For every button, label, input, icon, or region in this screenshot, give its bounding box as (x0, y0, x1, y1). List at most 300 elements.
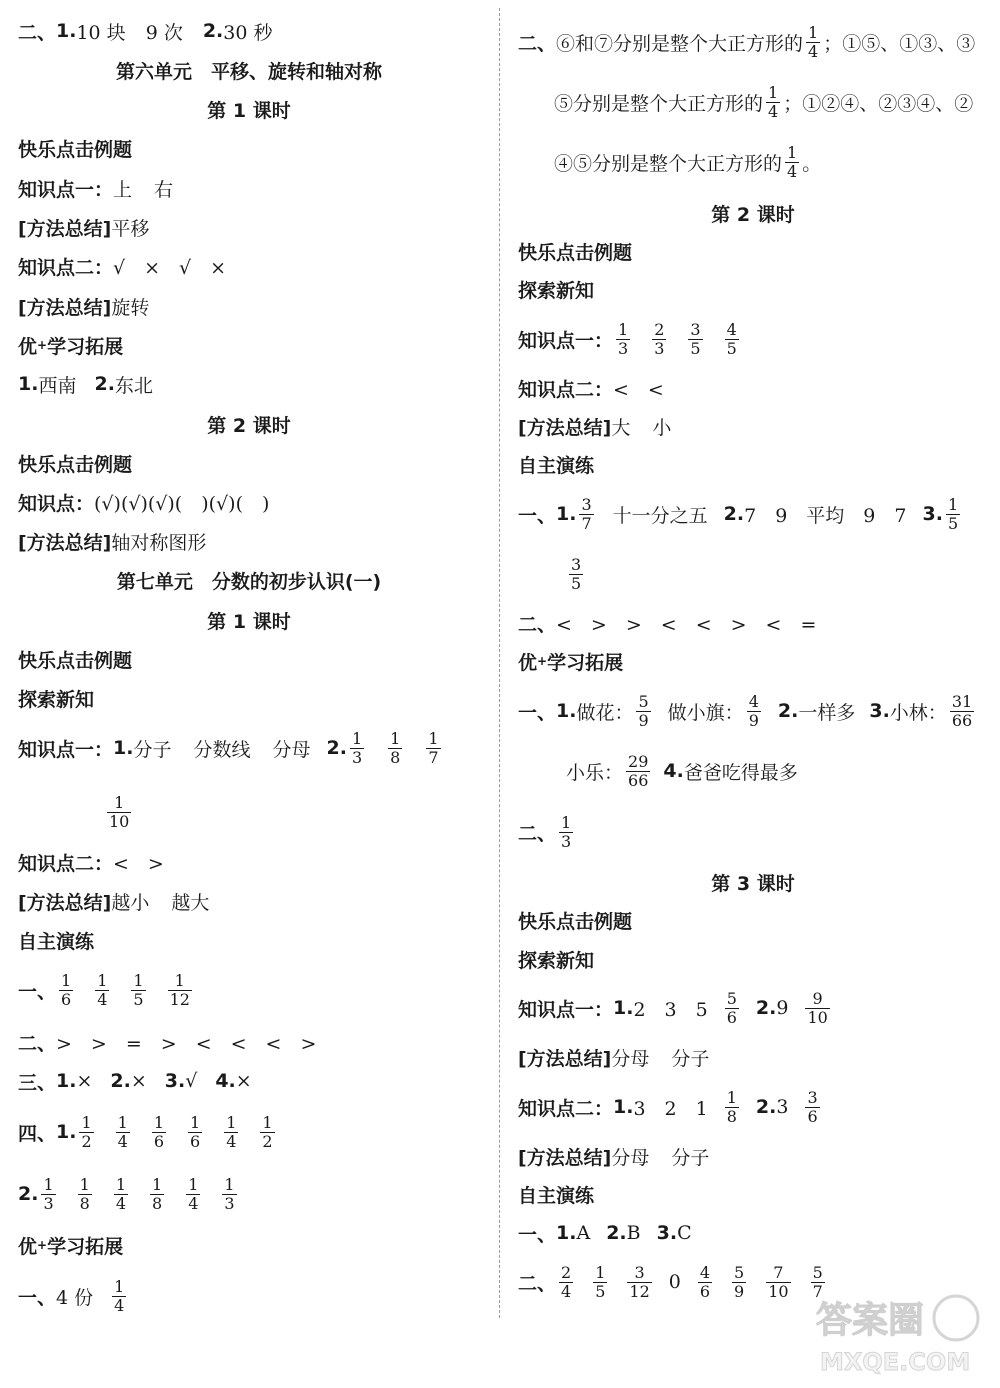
superscript: + (37, 338, 48, 352)
denominator: 5 (726, 338, 737, 358)
answer-text: 0 (668, 1271, 681, 1293)
answer-text: 分数线 (193, 738, 251, 761)
item-number: 1. (113, 737, 134, 759)
item-number: 3. (922, 503, 943, 525)
answer-line (18, 207, 149, 247)
numerator: 7 (773, 1262, 784, 1282)
item-number: 2. (94, 373, 115, 395)
denominator: 7 (812, 1281, 823, 1301)
section-heading: 快乐点击例题 (18, 453, 133, 476)
numerator: 31 (951, 691, 973, 711)
section-heading: 自主演练 (518, 454, 595, 477)
answer-text: < < (613, 378, 664, 401)
denominator: 66 (628, 770, 649, 790)
fraction (559, 1264, 573, 1301)
numerator: 9 (812, 988, 823, 1008)
denominator: 4 (768, 101, 779, 121)
fraction (616, 321, 630, 358)
answer-line (18, 364, 153, 404)
heading-text: 优 (18, 1235, 38, 1258)
denominator: 9 (734, 1281, 745, 1301)
answer-text: 3 2 1 (633, 1097, 708, 1120)
answer-text: 越大 (171, 891, 210, 914)
unit-title: 第七单元 分数的初步认识(一) (116, 570, 382, 593)
fraction (41, 1176, 55, 1213)
fraction (725, 1089, 739, 1126)
answer-text: 小 (652, 416, 672, 439)
knowledge-label: 知识点二： (18, 256, 114, 279)
denominator: 4 (561, 1281, 572, 1301)
watermark-url: MXQE.COM (820, 1348, 971, 1376)
numerator: 1 (133, 970, 144, 990)
numerator: 4 (726, 319, 737, 339)
section-heading: 快乐点击例题 (518, 241, 633, 264)
denominator: 6 (807, 1106, 818, 1126)
section-label: 四、 (18, 1122, 57, 1145)
answer-text: 7 9 平均 9 7 (744, 504, 907, 527)
denominator: 10 (768, 1281, 789, 1301)
heading-text: 优 (18, 335, 38, 358)
answer-line (566, 554, 586, 594)
answer-line (518, 1213, 692, 1253)
denominator: 6 (190, 1131, 201, 1151)
answer-text: 小乐： (566, 761, 624, 784)
item-number: 1. (613, 997, 634, 1019)
answer-line (518, 319, 742, 359)
answer-line (18, 881, 209, 921)
answer-text: (√)(√)(√)( )(√)( ) (94, 492, 270, 515)
fraction (150, 1176, 164, 1213)
denominator: 12 (169, 989, 190, 1009)
denominator: 8 (390, 747, 401, 767)
method-label: [方法总结] (18, 891, 112, 914)
knowledge-label: 知识点二： (18, 852, 114, 875)
fraction (350, 730, 364, 767)
watermark-text: 答案圈 (816, 1300, 925, 1341)
answer-text: 右 (154, 178, 174, 201)
numerator: 1 (595, 1262, 606, 1282)
section-heading (518, 641, 623, 681)
denominator: 7 (581, 513, 592, 533)
numerator: 1 (174, 970, 185, 990)
method-label: [方法总结] (18, 217, 112, 240)
answer-line (18, 1022, 316, 1062)
item-number: 2. (326, 737, 347, 759)
item-number: 1. (556, 1222, 577, 1244)
fraction (688, 321, 702, 358)
heading-text: 学习拓展 (47, 1235, 124, 1258)
denominator: 3 (618, 338, 629, 358)
answer-line (566, 751, 798, 791)
answer-text: C (677, 1222, 692, 1244)
answer-line (518, 1136, 709, 1176)
denominator: 6 (726, 1007, 737, 1027)
answer-text: 越小 (111, 891, 150, 914)
answer-line (518, 1087, 823, 1127)
denominator: 3 (561, 831, 572, 851)
method-label: [方法总结] (518, 1146, 612, 1169)
answer-text: ④⑤分别是整个大正方形的 (554, 152, 783, 175)
answer-line (518, 494, 963, 534)
numerator: 5 (812, 1262, 823, 1282)
fraction (188, 1114, 202, 1151)
answer-text: ⑥和⑦分别是整个大正方形的 (556, 32, 804, 55)
numerator: 1 (787, 142, 798, 162)
item-number: 2. (110, 1070, 131, 1092)
answer-text: 小林： (889, 701, 947, 724)
denominator: 3 (43, 1193, 54, 1213)
numerator: 1 (262, 1112, 273, 1132)
denominator: 6 (699, 1281, 711, 1301)
denominator: 3 (351, 747, 363, 767)
answer-line (18, 842, 164, 882)
fraction (806, 24, 820, 61)
denominator: 7 (428, 747, 439, 767)
denominator: 4 (117, 1131, 128, 1151)
answer-text: 3 (776, 1096, 789, 1118)
fraction (78, 1176, 92, 1213)
answer-text: 分子 (671, 1047, 710, 1070)
column-divider (499, 8, 500, 1318)
fraction (725, 321, 739, 358)
answer-line (18, 1112, 278, 1152)
fraction (946, 496, 960, 533)
section-label: 三、 (18, 1071, 57, 1094)
answer-line (518, 22, 975, 62)
denominator: 5 (690, 338, 701, 358)
answer-line (104, 792, 134, 832)
item-number: 4. (663, 760, 684, 782)
answer-text: 十一分之五 (612, 504, 708, 527)
fraction (747, 693, 761, 730)
answer-text: 2 3 5 (633, 998, 708, 1021)
section-label: 二、 (18, 21, 57, 44)
section-label: 一、 (18, 1286, 57, 1309)
denominator: 5 (133, 989, 144, 1009)
item-number: 2. (202, 20, 224, 42)
fraction (766, 84, 780, 121)
answer-text: 旋转 (111, 296, 150, 319)
fraction (168, 972, 192, 1009)
item-number: 3. (164, 1070, 186, 1092)
fraction (559, 814, 573, 851)
answer-line (18, 246, 226, 286)
fraction (224, 1114, 238, 1151)
section-heading: 自主演练 (18, 930, 95, 953)
numerator: 3 (807, 1087, 818, 1107)
section-heading: 快乐点击例题 (18, 138, 133, 161)
section-heading (18, 1225, 123, 1265)
numerator: 3 (690, 319, 701, 339)
fraction (186, 1176, 200, 1213)
fraction (114, 1176, 128, 1213)
answer-line (518, 406, 671, 446)
numerator: 2 (654, 319, 665, 339)
answer-line (518, 691, 977, 731)
item-number: 2. (723, 503, 745, 525)
numerator: 1 (351, 728, 363, 748)
item-number: 2. (755, 997, 777, 1019)
denominator: 4 (787, 161, 798, 181)
denominator: 3 (654, 338, 665, 358)
section-label: 一、 (518, 701, 557, 724)
section-heading: 探索新知 (18, 688, 95, 711)
section-label: 二、 (518, 613, 557, 636)
answer-text: 平移 (111, 217, 150, 240)
section-heading: 快乐点击例题 (518, 910, 633, 933)
method-label: [方法总结] (18, 296, 112, 319)
fraction (579, 496, 593, 533)
numerator: 1 (726, 1087, 737, 1107)
lesson-title: 第 1 课时 (207, 610, 291, 633)
answer-line (18, 521, 206, 561)
numerator: 1 (390, 728, 401, 748)
numerator: 1 (561, 812, 572, 832)
numerator: 1 (190, 1112, 201, 1132)
superscript: + (537, 654, 548, 668)
method-label: [方法总结] (18, 531, 112, 554)
section-label: 一、 (518, 1223, 557, 1246)
answer-line (518, 1262, 828, 1302)
denominator: 2 (262, 1131, 273, 1151)
numerator: 3 (581, 494, 592, 514)
denominator: 8 (79, 1193, 90, 1213)
denominator: 10 (807, 1007, 828, 1027)
answer-line (554, 82, 973, 122)
fraction (222, 1176, 236, 1213)
superscript: + (37, 1238, 48, 1252)
answer-text: 西南 (38, 374, 77, 397)
answer-text: × (130, 1070, 147, 1092)
unit-title: 第六单元 平移、旋转和轴对称 (115, 60, 382, 83)
fraction (805, 1089, 819, 1126)
denominator: 2 (81, 1131, 92, 1151)
answer-text: ⑤分别是整个大正方形的 (554, 92, 764, 115)
answer-line (18, 970, 195, 1010)
answer-line (18, 728, 444, 768)
answer-text: 分子 (133, 738, 172, 761)
answer-text: 9 次 (145, 21, 183, 44)
lesson-title: 第 2 课时 (207, 414, 291, 437)
denominator: 66 (951, 710, 973, 730)
answer-text: 分母 (272, 738, 311, 761)
method-label: [方法总结] (518, 416, 612, 439)
lesson-title: 第 2 课时 (711, 203, 795, 226)
item-number: 3. (869, 700, 890, 722)
answer-text: B (626, 1222, 641, 1244)
item-number: 2. (777, 700, 799, 722)
fraction (112, 1278, 126, 1315)
watermark-logo (806, 1288, 986, 1378)
answer-text: > > = > < < < > (56, 1032, 317, 1055)
fraction (725, 990, 739, 1027)
denominator: 5 (595, 1281, 606, 1301)
item-number: 2. (18, 1183, 39, 1205)
numerator: 1 (808, 22, 819, 42)
answer-text: 分母 (611, 1047, 650, 1070)
section-label: 二、 (518, 1272, 557, 1295)
section-heading: 探索新知 (518, 949, 595, 972)
answer-text: √ × √ × (113, 256, 227, 279)
answer-text: 。 (802, 152, 822, 175)
item-number: 1. (613, 1096, 634, 1118)
denominator: 6 (61, 989, 72, 1009)
knowledge-label: 知识点一： (18, 178, 114, 201)
answer-line (18, 11, 273, 51)
section-label: 二、 (18, 1032, 57, 1055)
fraction (785, 144, 799, 181)
answer-text: 大 (611, 416, 631, 439)
method-label: [方法总结] (518, 1047, 612, 1070)
heading-text: 学习拓展 (547, 651, 624, 674)
answer-text: √ (185, 1070, 198, 1092)
numerator: 5 (726, 988, 737, 1008)
section-heading: 快乐点击例题 (18, 649, 133, 672)
numerator: 1 (428, 728, 439, 748)
item-number: 3. (656, 1222, 678, 1244)
numerator: 1 (79, 1174, 90, 1194)
answer-text: A (576, 1222, 591, 1244)
answer-text: 4 份 (56, 1286, 94, 1309)
answer-line (18, 286, 149, 326)
numerator: 1 (117, 1112, 128, 1132)
item-number: 4. (215, 1070, 236, 1092)
answer-text: 一样多 (798, 701, 856, 724)
numerator: 1 (188, 1174, 199, 1194)
numerator: 5 (638, 691, 649, 711)
section-heading (18, 325, 123, 365)
knowledge-label: 知识点二： (518, 378, 614, 401)
denominator: 4 (226, 1131, 237, 1151)
answer-line (18, 168, 173, 208)
denominator: 8 (152, 1193, 163, 1213)
fraction (950, 693, 974, 730)
numerator: 4 (699, 1262, 711, 1282)
numerator: 1 (114, 792, 125, 812)
answer-text: 轴对称图形 (111, 531, 207, 554)
answer-line (18, 1174, 240, 1214)
numerator: 2 (561, 1262, 572, 1282)
heading-text: 优 (518, 651, 538, 674)
item-number: 1. (56, 20, 77, 42)
answer-text: 分母 (611, 1146, 650, 1169)
denominator: 4 (808, 41, 819, 61)
fraction (805, 990, 829, 1027)
section-label: 一、 (518, 504, 557, 527)
fraction (388, 730, 402, 767)
denominator: 4 (114, 1295, 125, 1315)
denominator: 6 (153, 1131, 165, 1151)
answer-line (518, 368, 664, 408)
answer-text: ；①⑤、①③、③ (823, 32, 976, 55)
item-number: 1. (18, 373, 39, 395)
numerator: 1 (61, 970, 72, 990)
denominator: 3 (224, 1193, 235, 1213)
section-label: 一、 (18, 980, 57, 1003)
numerator: 3 (634, 1262, 645, 1282)
fraction (107, 794, 131, 831)
answer-text: × (76, 1070, 93, 1092)
knowledge-label: 知识点一： (518, 998, 614, 1021)
answer-line (554, 142, 821, 182)
numerator: 1 (768, 82, 779, 102)
denominator: 5 (947, 513, 959, 533)
item-number: 2. (755, 1096, 777, 1118)
fraction (569, 556, 583, 593)
answer-text: 做小旗： (667, 701, 744, 724)
answer-text: 做花： (576, 701, 634, 724)
fraction (426, 730, 440, 767)
numerator: 3 (571, 554, 582, 574)
denominator: 9 (748, 710, 759, 730)
item-number: 1. (56, 1070, 77, 1092)
fraction (732, 1264, 746, 1301)
lesson-title: 第 1 课时 (207, 99, 291, 122)
numerator: 1 (43, 1174, 54, 1194)
answer-text: 10 块 (76, 21, 126, 44)
numerator: 1 (153, 1112, 165, 1132)
denominator: 12 (629, 1281, 650, 1301)
knowledge-label: 知识点一： (18, 738, 114, 761)
answer-line (18, 482, 269, 522)
section-label: 二、 (518, 32, 557, 55)
answer-text: 30 秒 (223, 21, 273, 44)
numerator: 1 (152, 1174, 163, 1194)
numerator: 1 (226, 1112, 237, 1132)
fraction (152, 1114, 166, 1151)
item-number: 1. (556, 503, 577, 525)
answer-text: ；①②④、②③④、② (783, 92, 974, 115)
knowledge-label: 知识点二： (518, 1097, 614, 1120)
section-heading: 自主演练 (518, 1184, 595, 1207)
answer-text: 爸爸吃得最多 (683, 761, 798, 784)
section-label: 二、 (518, 822, 557, 845)
fraction (59, 972, 73, 1009)
item-number: 1. (56, 1121, 77, 1143)
numerator: 1 (97, 970, 108, 990)
fraction (116, 1114, 130, 1151)
answer-text: < > > < < > < = (556, 613, 817, 636)
fraction (593, 1264, 607, 1301)
fraction (636, 693, 650, 730)
answer-line (518, 812, 576, 852)
fraction (260, 1114, 274, 1151)
knowledge-label: 知识点： (18, 492, 95, 515)
denominator: 4 (188, 1193, 199, 1213)
answer-line (518, 1037, 709, 1077)
fraction (698, 1264, 712, 1301)
denominator: 4 (115, 1193, 127, 1213)
numerator: 1 (947, 494, 959, 514)
numerator: 1 (224, 1174, 235, 1194)
section-heading: 探索新知 (518, 279, 595, 302)
answer-text: 分子 (671, 1146, 710, 1169)
denominator: 10 (109, 811, 130, 831)
item-number: 1. (556, 700, 577, 722)
fraction (627, 1264, 651, 1301)
answer-text: 东北 (114, 374, 153, 397)
numerator: 1 (81, 1112, 92, 1132)
answer-line (18, 1061, 252, 1101)
numerator: 1 (114, 1276, 125, 1296)
answer-text: × (235, 1070, 252, 1092)
numerator: 4 (748, 691, 759, 711)
answer-text: < > (113, 852, 164, 875)
numerator: 5 (734, 1262, 745, 1282)
lesson-title: 第 3 课时 (711, 872, 795, 895)
numerator: 1 (115, 1174, 127, 1194)
denominator: 5 (571, 573, 582, 593)
